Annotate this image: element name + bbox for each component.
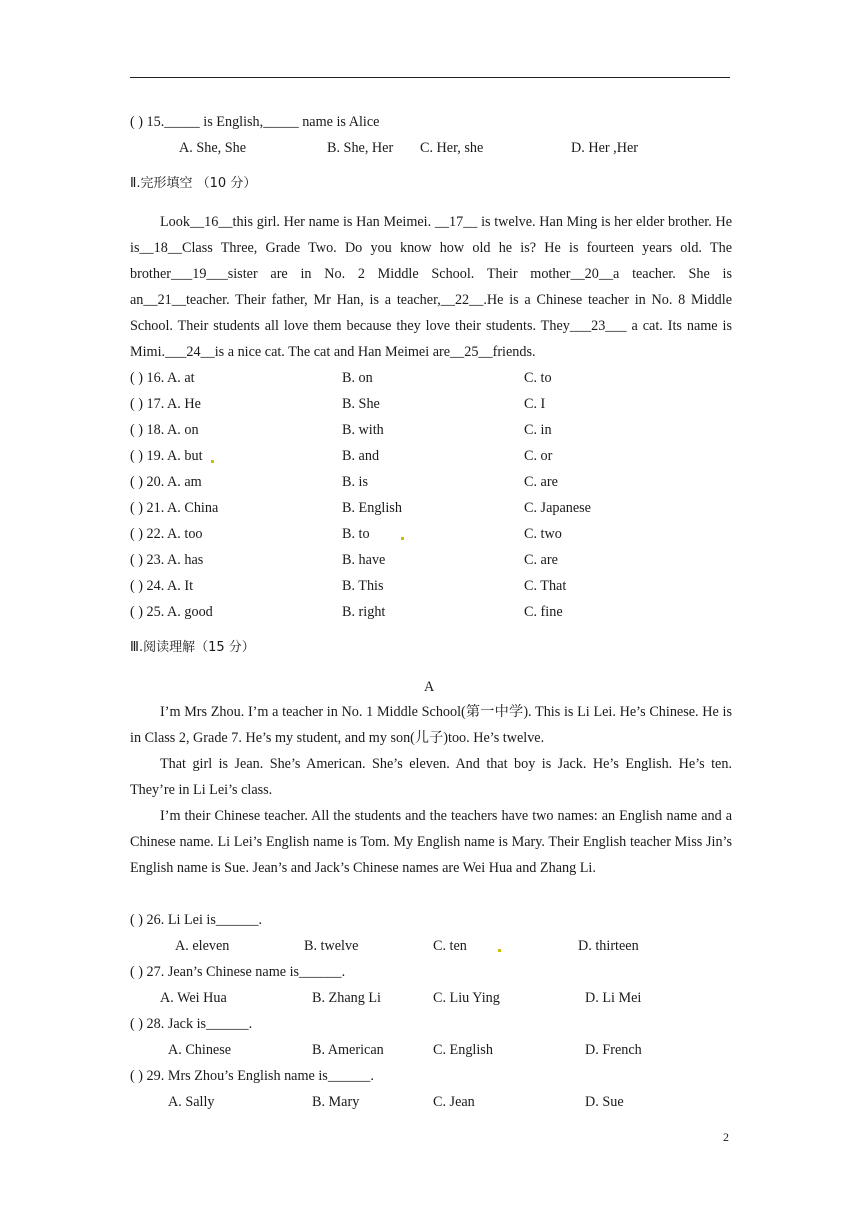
q18-option-c: C. in [524,422,552,438]
q18-stem: ( ) 18. A. on [130,422,199,438]
q16-option-b: B. on [342,370,373,386]
q27-stem: ( ) 27. Jean’s Chinese name is______. [130,964,346,980]
q28-option-b: B. American [312,1042,384,1058]
q29-option-d: D. Sue [585,1094,624,1110]
q26-option-b: B. twelve [304,938,359,954]
reading-paragraph-2 [130,751,732,803]
q21-option-b: B. English [342,500,402,516]
q21-stem: ( ) 21. A. China [130,500,219,516]
stray-mark-dot [211,460,214,463]
q19-option-c: C. or [524,448,553,464]
q17-stem: ( ) 17. A. He [130,396,201,412]
reading-paragraph-1 [130,699,732,751]
q26-stem: ( ) 26. Li Lei is______. [130,912,263,928]
stray-mark-dot [498,949,501,952]
q27-option-d: D. Li Mei [585,990,642,1006]
reading-paragraph-1-text: I’m Mrs Zhou. I’m a teacher in No. 1 Middle School(第一中学). This is Li Lei. He’s Chinese. He is in Class 2, Grade 7. He’s my student, and my son(儿子)too. He’s twelve. [130,704,732,746]
q29-option-a: A. Sally [168,1094,215,1110]
q20-stem: ( ) 20. A. am [130,474,202,490]
q15-option-b: B. She, Her [327,140,394,156]
q26-option-c: C. ten [433,938,467,954]
q19-option-b: B. and [342,448,380,464]
passage-a-label: A [424,679,435,695]
q15-option-c: C. Her, she [420,140,484,156]
page-number: 2 [723,1130,729,1144]
q28-option-d: D. French [585,1042,642,1058]
q27-option-b: B. Zhang Li [312,990,381,1006]
q25-stem: ( ) 25. A. good [130,604,213,620]
q24-stem: ( ) 24. A. It [130,578,194,594]
cloze-passage-text: Look__16__this girl. Her name is Han Meimei. __17__ is twelve. Han Ming is her elder brother. He is__18__Class Three, Grade Two. Do you know how old he is? He is fourteen years old. The brother___19___sister are in No. 2 Middle School. Their mother__20__a teacher. She is an__21__teacher. Their father, Mr Han, is a teacher,__22__.He is a Chinese teacher in No. 8 Middle School. Their students all love them because they love their students. They___23___ a cat. Its name is Mimi.___24__is a nice cat. The cat and Han Meimei are__25__friends. [130,214,732,360]
q29-option-c: C. Jean [433,1094,475,1110]
q24-option-b: B. This [342,578,384,594]
q27-option-a: A. Wei Hua [160,990,227,1006]
reading-paragraph-3-text: I’m their Chinese teacher. All the students and the teachers have two names: an English name and a Chinese name. Li Lei’s English name is Tom. My English name is Mary. Their English teacher Miss Jin’s English name is Sue. Jean’s and Jack’s Chinese names are Wei Hua and Zhang Li. [130,808,732,876]
q16-stem: ( ) 16. A. at [130,370,195,386]
q25-option-c: C. fine [524,604,563,620]
q20-option-c: C. are [524,474,558,490]
q23-option-b: B. have [342,552,386,568]
reading-paragraph-2-text: That girl is Jean. She’s American. She’s eleven. And that boy is Jack. He’s English. He’s ten. They’re in Li Lei’s class. [130,756,732,798]
q23-stem: ( ) 23. A. has [130,552,204,568]
header-rule [130,77,730,78]
cloze-passage [130,209,732,365]
q23-option-c: C. are [524,552,558,568]
section3-heading: Ⅲ.阅读理解（15 分） [130,640,255,655]
q18-option-b: B. with [342,422,384,438]
q21-option-c: C. Japanese [524,500,591,516]
q16-option-c: C. to [524,370,552,386]
q17-option-b: B. She [342,396,380,412]
q27-option-c: C. Liu Ying [433,990,500,1006]
q24-option-c: C. That [524,578,567,594]
reading-paragraph-3 [130,803,732,881]
q22-option-b: B. to [342,526,370,542]
q19-stem: ( ) 19. A. but [130,448,203,464]
q26-option-d: D. thirteen [578,938,639,954]
q26-option-a: A. eleven [175,938,230,954]
q28-option-a: A. Chinese [168,1042,232,1058]
q15-option-d: D. Her ,Her [571,140,638,156]
q15-option-a: A. She, She [179,140,246,156]
q28-option-c: C. English [433,1042,493,1058]
q25-option-b: B. right [342,604,386,620]
q17-option-c: C. I [524,396,546,412]
section2-heading: Ⅱ.完形填空 （10 分） [130,176,257,191]
q29-option-b: B. Mary [312,1094,360,1110]
q29-stem: ( ) 29. Mrs Zhou’s English name is______. [130,1068,374,1084]
q28-stem: ( ) 28. Jack is______. [130,1016,253,1032]
q22-option-c: C. two [524,526,562,542]
q15-stem: ( ) 15._____ is English,_____ name is Alice [130,114,380,130]
stray-mark-dot [401,537,404,540]
q20-option-b: B. is [342,474,369,490]
q22-stem: ( ) 22. A. too [130,526,203,542]
